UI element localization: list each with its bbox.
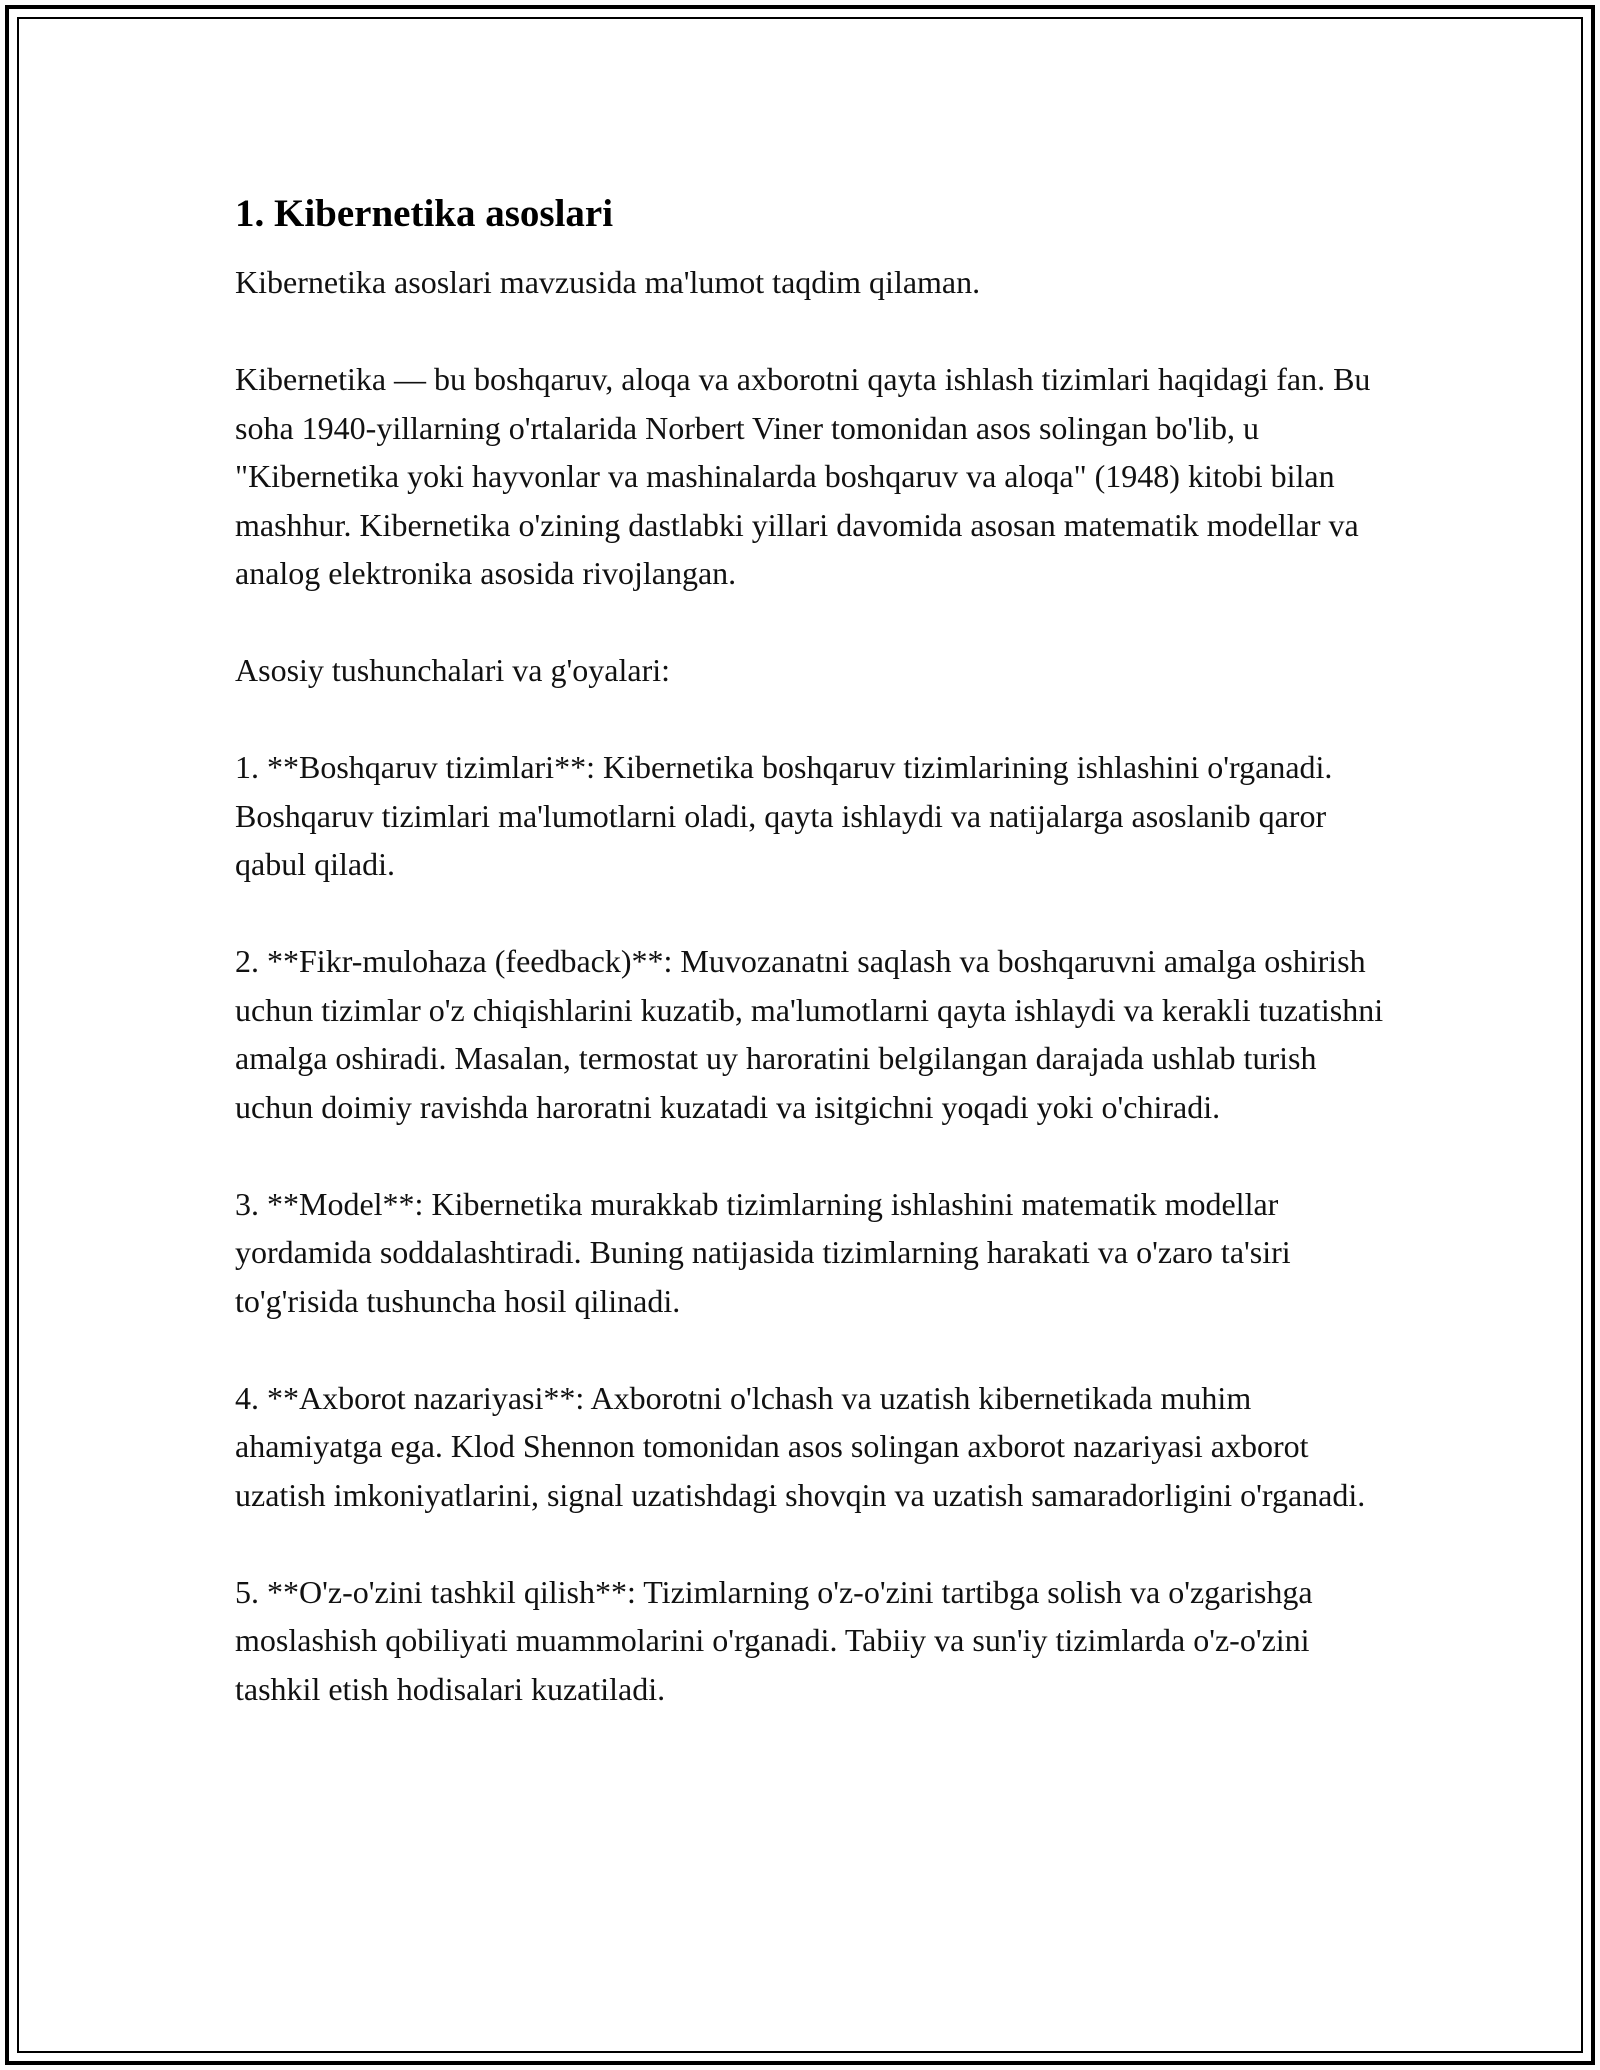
intro-paragraph: Kibernetika asoslari mavzusida ma'lumot taqdim qilaman. [235,264,981,300]
document-title: 1. Kibernetika asoslari [235,192,614,235]
list-item: 3. **Model**: Kibernetika murakkab tizimlarning ishlashini matematik modellar yordamida soddalashtiradi. Buning natijasida tizimlarning harakati va o'zaro ta'siri to'g'risida tushuncha hosil qilinadi. [235,1185,1291,1319]
list-item: 4. **Axborot nazariyasi**: Axborotni o'lchash va uzatish kibernetikada muhim ahamiyatga ega. Klod Shennon tomonidan asos solingan axborot nazariyasi axborot uzatish imkoniyatlarini, signal uzatishdagi shovqin va uzatish samaradorligini o'rganadi. [235,1379,1366,1513]
document-body [235,186,1385,1762]
list-item: 1. **Boshqaruv tizimlari**: Kibernetika boshqaruv tizimlarining ishlashini o'rganadi. Boshqaruv tizimlari ma'lumotlarni oladi, qayta ishlaydi va natijalarga asoslanib qaror qabul qiladi. [235,749,1333,882]
list-item: 2. **Fikr-mulohaza (feedback)**: Muvozanatni saqlash va boshqaruvni amalga oshirish uchun tizimlar o'z chiqishlarini kuzatib, ma'lumotlarni qayta ishlaydi va kerakli tuzatishni amalga oshiradi. Masalan, termostat uy haroratini belgilangan darajada ushlab turish uchun doimiy ravishda haroratni kuzatadi va isitgichni yoqadi yoki o'chiradi. [235,943,1384,1125]
definition-paragraph: Kibernetika — bu boshqaruv, aloqa va axborotni qayta ishlash tizimlari haqidagi fan. Bu soha 1940-yillarning o'rtalarida Norbert Viner tomonidan asos solingan bo'lib, u "Kibernetika yoki hayvonlar va mashinalarda boshqaruv va aloqa" (1948) kitobi bilan mashhur. Kibernetika o'zining dastlabki yillari davomida asosan matematik modellar va analog elektronika asosida rivojlangan. [235,361,1371,591]
list-item: 5. **O'z-o'zini tashkil qilish**: Tizimlarning o'z-o'zini tartibga solish va o'zgarishga moslashish qobiliyati muammolarini o'rganadi. Tabiiy va sun'iy tizimlarda o'z-o'zini tashkil etish hodisalari kuzatiladi. [235,1573,1313,1707]
concepts-heading: Asosiy tushunchalari va g'oyalari: [235,652,670,688]
